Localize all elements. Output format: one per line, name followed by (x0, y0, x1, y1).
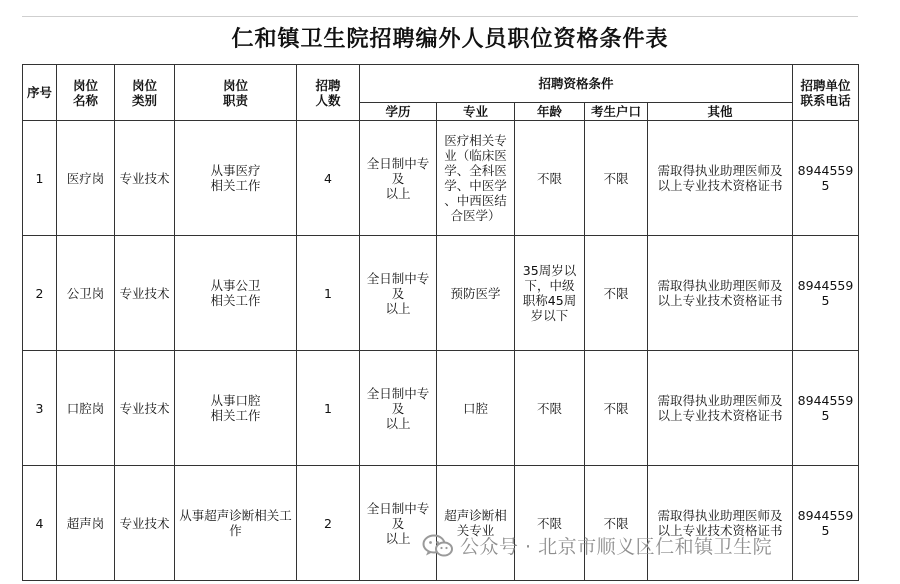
cell-post-name: 公卫岗 (57, 236, 115, 351)
cell-post-name: 超声岗 (57, 466, 115, 581)
cell-phone: 89445595 (793, 121, 859, 236)
cell-seq: 2 (23, 236, 57, 351)
cell-hukou: 不限 (585, 351, 648, 466)
cell-age: 不限 (515, 121, 585, 236)
header-seq: 序号 (23, 65, 57, 121)
subheader-major: 专业 (437, 103, 515, 121)
subheader-other: 其他 (648, 103, 793, 121)
cell-other: 需取得执业助理医师及 以上专业技术资格证书 (648, 351, 793, 466)
cell-major: 超声诊断相 关专业 (437, 466, 515, 581)
cell-post-name: 医疗岗 (57, 121, 115, 236)
header-post-type: 岗位 类别 (115, 65, 175, 121)
cell-age: 不限 (515, 351, 585, 466)
table-row (23, 236, 859, 351)
cell-phone: 89445595 (793, 236, 859, 351)
cell-age: 不限 (515, 466, 585, 581)
cell-seq: 4 (23, 466, 57, 581)
table-row (23, 121, 859, 236)
header-post-name: 岗位 名称 (57, 65, 115, 121)
subheader-age: 年龄 (515, 103, 585, 121)
cell-duty: 从事口腔 相关工作 (175, 351, 297, 466)
cell-seq: 1 (23, 121, 57, 236)
cell-major: 预防医学 (437, 236, 515, 351)
cell-education: 全日制中专 及 以上 (360, 351, 437, 466)
header-count: 招聘 人数 (297, 65, 360, 121)
subheader-education: 学历 (360, 103, 437, 121)
cell-count: 2 (297, 466, 360, 581)
watermark-text: 公众号 · 北京市顺义区仁和镇卫生院 (460, 536, 773, 558)
wechat-icon (422, 533, 454, 559)
qualification-table (22, 64, 859, 581)
cell-phone: 89445595 (793, 351, 859, 466)
cell-education: 全日制中专 及 以上 (360, 466, 437, 581)
cell-education: 全日制中专 及 以上 (360, 236, 437, 351)
cell-major: 医疗相关专 业（临床医 学、全科医 学、中医学 、中西医结 合医学） (437, 121, 515, 236)
header-contact: 招聘单位 联系电话 (793, 65, 859, 121)
header-conditions: 招聘资格条件 (360, 65, 793, 103)
cell-hukou: 不限 (585, 236, 648, 351)
cell-age: 35周岁以 下，中级 职称45周 岁以下 (515, 236, 585, 351)
watermark (422, 532, 772, 559)
cell-duty: 从事超声诊断相关工 作 (175, 466, 297, 581)
cell-count: 1 (297, 236, 360, 351)
cell-other: 需取得执业助理医师及 以上专业技术资格证书 (648, 466, 793, 581)
cell-hukou: 不限 (585, 121, 648, 236)
cell-count: 1 (297, 351, 360, 466)
cell-seq: 3 (23, 351, 57, 466)
cell-post-type: 专业技术 (115, 121, 175, 236)
cell-duty: 从事公卫 相关工作 (175, 236, 297, 351)
cell-education: 全日制中专 及 以上 (360, 121, 437, 236)
cell-post-type: 专业技术 (115, 466, 175, 581)
top-divider (22, 16, 858, 17)
cell-hukou: 不限 (585, 466, 648, 581)
header-duty: 岗位 职责 (175, 65, 297, 121)
subheader-hukou: 考生户口 (585, 103, 648, 121)
cell-phone: 89445595 (793, 466, 859, 581)
cell-duty: 从事医疗 相关工作 (175, 121, 297, 236)
cell-post-type: 专业技术 (115, 351, 175, 466)
cell-count: 4 (297, 121, 360, 236)
cell-post-name: 口腔岗 (57, 351, 115, 466)
cell-major: 口腔 (437, 351, 515, 466)
table-row (23, 466, 859, 581)
table-body (23, 121, 859, 581)
page-title: 仁和镇卫生院招聘编外人员职位资格条件表 (231, 27, 669, 52)
cell-other: 需取得执业助理医师及 以上专业技术资格证书 (648, 121, 793, 236)
cell-other: 需取得执业助理医师及 以上专业技术资格证书 (648, 236, 793, 351)
table-row (23, 351, 859, 466)
cell-post-type: 专业技术 (115, 236, 175, 351)
